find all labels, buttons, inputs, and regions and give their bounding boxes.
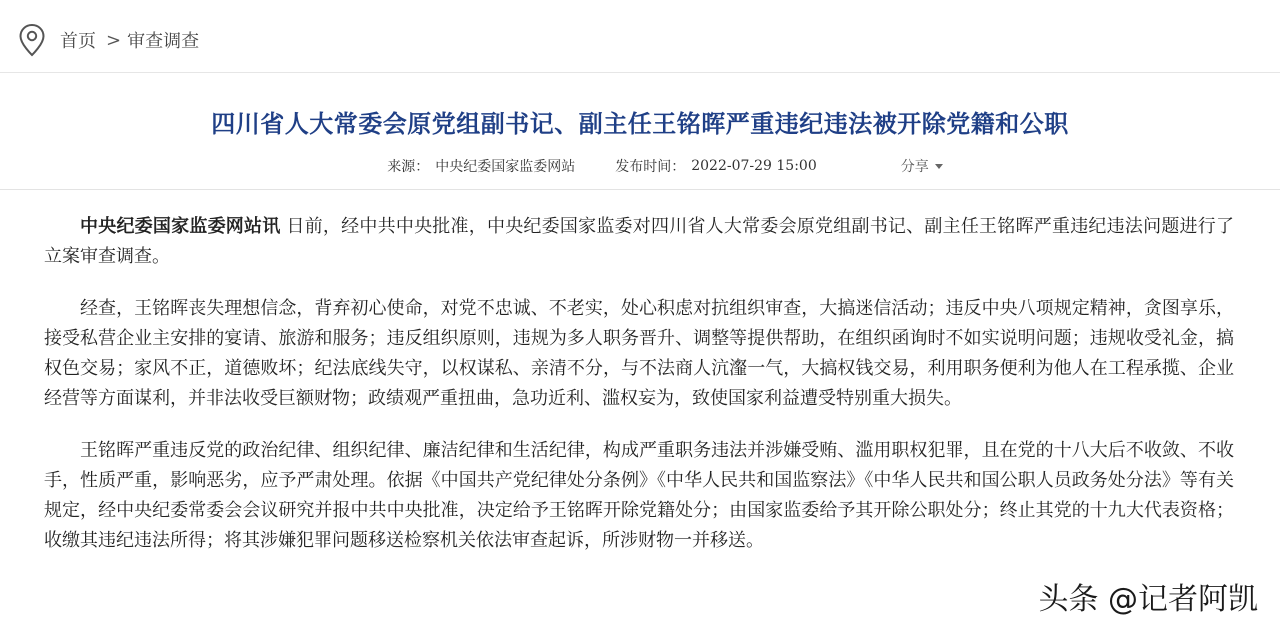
article-meta — [0, 156, 1280, 176]
header-divider — [0, 72, 1280, 73]
breadcrumb — [18, 22, 199, 58]
article-publish-time — [615, 156, 817, 176]
source-label: 来源： — [387, 159, 430, 175]
breadcrumb-current[interactable]: 审查调查 — [127, 31, 200, 52]
share-dropdown[interactable] — [901, 156, 943, 176]
time-value: 2022-07-29 15:00 — [691, 158, 817, 174]
paragraph-text: 日前，经中共中央批准，中央纪委国家监委对四川省人大常委会原党组副书记、副主任王铭晖严重违纪违法问题进行了立案审查调查。 — [44, 216, 1234, 267]
breadcrumb-home-link[interactable]: 首页 — [60, 31, 96, 52]
share-label: 分享 — [900, 159, 929, 175]
watermark: 头条 @记者阿凯 — [1038, 582, 1258, 617]
article-source — [387, 156, 575, 176]
source-value: 中央纪委国家监委网站 — [435, 159, 576, 175]
chevron-down-icon — [935, 164, 943, 169]
article-body — [44, 212, 1234, 578]
paragraph-lead: 中央纪委国家监委网站讯 — [80, 216, 281, 237]
location-pin-icon — [18, 23, 46, 57]
article-paragraph — [44, 212, 1234, 272]
time-label: 发布时间： — [615, 159, 686, 175]
meta-divider — [0, 189, 1280, 190]
article-paragraph — [44, 436, 1234, 556]
article-title: 四川省人大常委会原党组副书记、副主任王铭晖严重违纪违法被开除党籍和公职 — [211, 109, 1069, 139]
breadcrumb-separator: > — [106, 29, 122, 51]
paragraph-text: 经查，王铭晖丧失理想信念，背弃初心使命，对党不忠诚、不老实，处心积虑对抗组织审查，大搞迷信活动；违反中央八项规定精神，贪图享乐，接受私营企业主安排的宴请、旅游和服务；违反组织原则，违规为多人职务晋升、调整等提供帮助，在组织函询时不如实说明问题；违规收受礼金，搞权色交易；家风不正，道德败坏；纪法底线失守，以权谋私、亲清不分，与不法商人沆瀣一气，大搞权钱交易，利用职务便利为他人在工程承揽、企业经营等方面谋利，并非法收受巨额财物；政绩观严重扭曲，急功近利、滥权妄为，致使国家利益遭受特别重大损失。 — [44, 298, 1234, 409]
article-paragraph — [44, 294, 1234, 414]
paragraph-text: 王铭晖严重违反党的政治纪律、组织纪律、廉洁纪律和生活纪律，构成严重职务违法并涉嫌受贿、滥用职权犯罪，且在党的十八大后不收敛、不收手，性质严重，影响恶劣，应予严肃处理。依据《中国共产党纪律处分条例》《中华人民共和国监察法》《中华人民共和国公职人员政务处分法》等有关规定，经中央纪委常委会会议研究并报中共中央批准，决定给予王铭晖开除党籍处分；由国家监委给予其开除公职处分；终止其党的十九大代表资格；收缴其违纪违法所得；将其涉嫌犯罪问题移送检察机关依法审查起诉，所涉财物一并移送。 — [44, 440, 1234, 551]
